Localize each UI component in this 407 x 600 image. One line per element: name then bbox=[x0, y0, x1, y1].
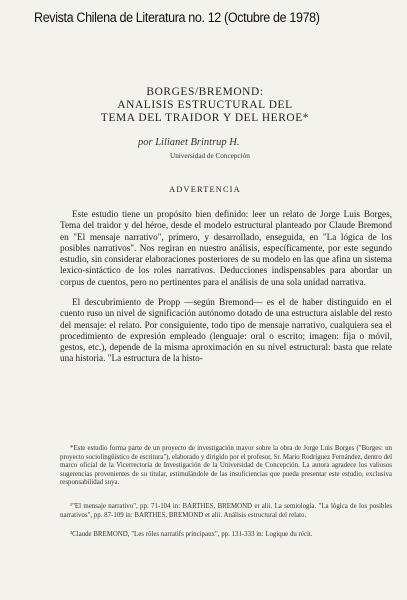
body-paragraph-1 bbox=[60, 209, 392, 288]
article-title-line-2: ANALISIS ESTRUCTURAL DEL bbox=[117, 99, 293, 111]
footnote-text: ¹"El mensaje narrativo", pp. 71-104 in: BARTHES, BREMOND et alii. La semiología. "La lógica de los posibles narrativos", pp. 87-109 in: BARTHES, BREMOND et alii. Análisis estructural del relato. bbox=[60, 503, 392, 519]
section-heading: ADVERTENCIA bbox=[169, 185, 241, 194]
footnote-2 bbox=[60, 503, 392, 520]
body-paragraph-2 bbox=[60, 297, 392, 365]
author-name: por Lilianet Brintrup H. bbox=[138, 137, 240, 148]
footnote-text: *Este estudio forma parte de un proyecto de investigación mayor sobre la obra de Jorge Luis Borges ("Borges: un proyecto sociolingüístico de escritura"), elaborado y dirigido por el profesor, Sr. Mario Rodríguez Fernández, dentro del marco oficial de la Vicerrectoría de Investigación de la Universidad de Concepción. La autora agradece los valiosos sugerencias provenientes de su titular, estimulándole de las insuficiencias que pueda presentar este estudio, exclusiva responsabilidad suya. bbox=[60, 445, 392, 487]
footnote-text: ²Claude BREMOND, "Les rôles narratifs principaux", pp. 131-333 in: Logique du récit. bbox=[70, 531, 313, 538]
article-title-line-1: BORGES/BREMOND: bbox=[146, 86, 264, 98]
article-title-line-3: TEMA DEL TRAIDOR Y DEL HEROE* bbox=[100, 112, 310, 124]
footnote-1 bbox=[60, 445, 392, 488]
paragraph-text: El descubrimiento de Propp —según Bremond— es el de haber distinguido en el cuento ruso un nivel de significación autónomo dotado de una estructura aislable del resto del mensaje: el relato. Por consiguiente, todo tipo de mensaje narrativo, cualquiera sea el procedimiento de expresión empleado (lenguaje: oral o escrito; imagen: fija o móvil, gestos, etc.), depende de la misma aproximación en su nivel estructural: basta que relate una historia. "La estructura de la histo- bbox=[60, 297, 392, 364]
paragraph-text: Este estudio tiene un propósito bien definido: leer un relato de Jorge Luis Borges, Tema del traidor y del héroe, desde el modelo estructural planteado por Claude Bremond en "El mensaje narrativo", primero, y desarrollado, enseguida, en "La lógica de los posibles narrativos". Nos regiran en nuestro análisis, específicamente, por este segundo estudio, sin considerar elaboraciones posteriores de su modelo en las que afina un sistema lexico-sintáctico de los roles narrativos. Deducciones indispensables para abordar un corpus de cuentos, pero no pertinentes para el análisis de una sola unidad narrativa. bbox=[60, 209, 392, 287]
author-affiliation: Universidad de Concepción bbox=[170, 152, 250, 160]
journal-stamp: Revista Chilena de Literatura no. 12 (Octubre de 1978) bbox=[34, 10, 320, 25]
footnote-3 bbox=[60, 531, 392, 540]
